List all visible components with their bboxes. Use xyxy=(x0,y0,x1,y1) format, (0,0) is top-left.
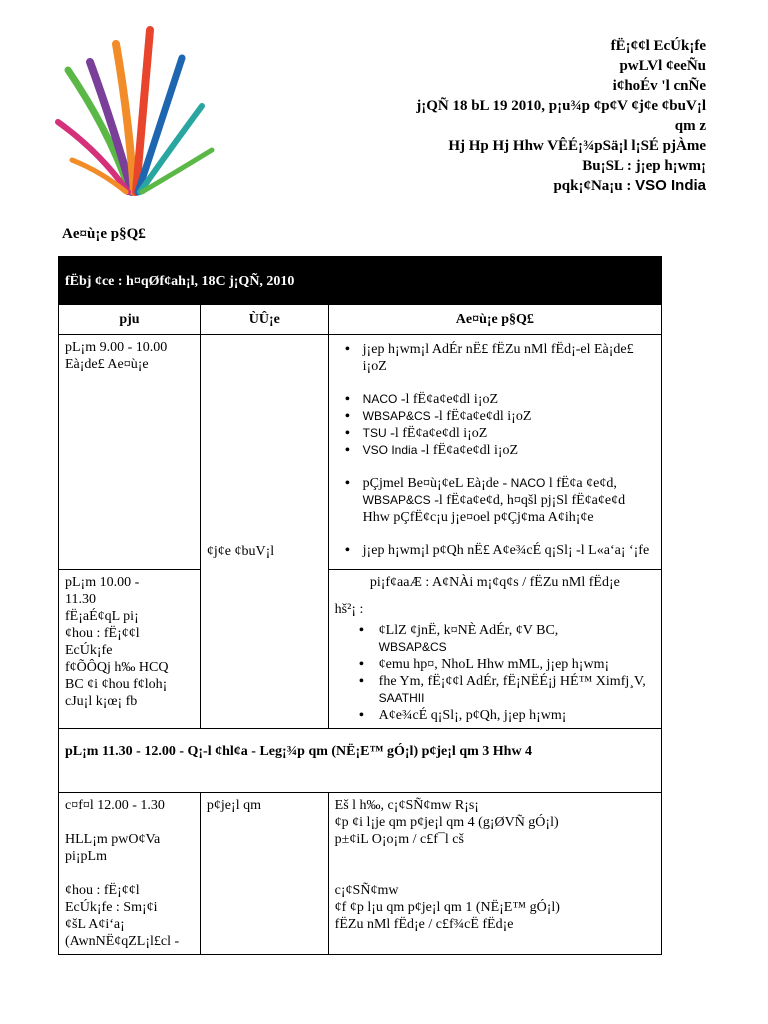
header-line: i¢hoÉv 'l cnÑe xyxy=(612,78,706,94)
header-block xyxy=(286,36,706,196)
table-row xyxy=(59,793,662,955)
list-item: • j¡ep h¡wm¡l p¢Qh nË£ A¢e¾cÉ q¡Sl¡ -l L«a‘a¡ ‘¡fe xyxy=(335,542,655,559)
list-item: • A¢e¾cÉ q¡Sl¡, p¢Qh, j¡ep h¡wm¡ xyxy=(335,707,655,724)
list-item: • NACO -l fË¢a¢e¢dl i¡oZ xyxy=(335,391,655,408)
break-text: pL¡m 11.30 - 12.00 - Q¡-l ¢hl¢a - Leg¡¾p qm (NË¡E™ gÓ¡l) p¢je¡l qm 3 Hhw 4 xyxy=(59,729,662,793)
list-item: • WBSAP&CS -l fË¢a¢e¢dl i¡oZ xyxy=(335,408,655,425)
column-header-topic: ÙÛ¡e xyxy=(200,305,328,335)
document-title: Ae¤ù¡e p§Q£ xyxy=(62,226,146,242)
list-item: • ¢emu hp¤, NhoL Hhw mML, j¡ep h¡wm¡ xyxy=(335,656,655,673)
schedule-table xyxy=(58,256,662,955)
program-cell xyxy=(328,335,661,570)
list-item: • ¢LlZ ¢jnË, k¤NÈ AdÉr, ¢V BC, WBSAP&CS xyxy=(335,622,655,656)
sponsor-prefix: pqk¡¢Na¡u : xyxy=(553,178,636,194)
sponsor-name: VSO India xyxy=(635,177,706,194)
table-row xyxy=(59,335,662,570)
topic-cell xyxy=(200,335,328,729)
list-item: • TSU -l fË¢a¢e¢dl i¡oZ xyxy=(335,425,655,442)
session-text: Eà¡de£ Ae¤ù¡e xyxy=(65,357,149,372)
time-text: pL¡m 9.00 - 10.00 xyxy=(65,340,168,355)
header-line: qm z xyxy=(674,118,706,134)
list-item: • VSO India -l fË¢a¢e¢dl i¡oZ xyxy=(335,442,655,459)
header-line: j¡QÑ 18 bL 19 2010, p¡u¾p ¢p¢V ¢j¢e ¢buV¡l xyxy=(416,98,706,114)
table-row xyxy=(59,570,662,729)
speakers-label: hš²¡ : xyxy=(334,602,364,617)
sponsor-line xyxy=(286,176,706,196)
time-cell xyxy=(59,335,201,570)
time-cell: pL¡m 10.00 - 11.30 fË¡aÉ¢qL pi¡ ¢hou : fË¡¢¢l EcÚk¡fe f¢ÕÔQj h‰ HCQ BC ¢i ¢hou f¢loh¡ cJu¡l k¡œ¡ fb xyxy=(59,570,201,729)
header-line: Hj Hp Hj Hhw VÊÉ¡¾pSä¡l l¡SÉ pjÀme xyxy=(448,138,706,154)
column-header-program: Ae¤ù¡e p§Q£ xyxy=(328,305,661,335)
topic-cell: p¢je¡l qm xyxy=(200,793,328,955)
time-cell: c¤f¤l 12.00 - 1.30 HLL¡m pwO¢Va pi¡pLm ¢hou : fË¡¢¢l EcÚk¡fe : Sm¡¢i ¢šL A¢i‘a¡ (AwnNË¢qZL¡l£cl - xyxy=(59,793,201,955)
topic-text: ¢j¢e ¢buV¡l xyxy=(206,544,275,559)
program-cell xyxy=(328,570,661,729)
session-chair: pi¡f¢aaÆ : A¢NÀi m¡¢q¢s / fËZu nMl fËd¡e xyxy=(369,575,620,590)
program-cell: Eš l h‰, c¡¢SÑ¢mw R¡s¡ ¢p ¢i l¡je qm p¢je¡l qm 4 (g¡ØVÑ gÓ¡l) p±¢iL O¡o¡m / c£f¯l cš c¡¢SÑ¢mw ¢f ¢p l¡u qm p¢je¡l qm 1 (NË¡E™ gÓ¡l) fËZu nMl fËd¡e / c£f¾cË fËd¡e xyxy=(328,793,661,955)
header-line: Bu¡SL : j¡ep h¡wm¡ xyxy=(582,158,706,174)
column-header-time: pju xyxy=(59,305,201,335)
list-item: • fhe Ym, fË¡¢¢l AdÉr, fË¡NËÉ¡j HÉ™ Ximfj¸V, SAATHII xyxy=(335,673,655,707)
logo xyxy=(50,22,220,197)
list-item: • pÇjmel Be¤ù¡¢eL Eà¡de - NACO l fË¢a ¢e¢d, WBSAP&CS -l fË¢a¢e¢d, h¤qšl pj¡Sl fË¢a¢e¢d Hhw pÇfË¢c¡u j¡e¤oel p¢Çj¢ma A¢ih¡¢e xyxy=(335,475,655,526)
day-heading: fËbj ¢ce : h¤qØf¢ah¡l, 18C j¡QÑ, 2010 xyxy=(59,257,662,305)
header-line: fË¡¢¢l EcÚk¡fe xyxy=(610,38,706,54)
header-line: pwLVl ¢eeÑu xyxy=(619,58,706,74)
list-item: • j¡ep h¡wm¡l AdÉr nË£ fËZu nMl fËd¡-el Eà¡de£ i¡oZ xyxy=(335,341,655,375)
table-row xyxy=(59,729,662,793)
